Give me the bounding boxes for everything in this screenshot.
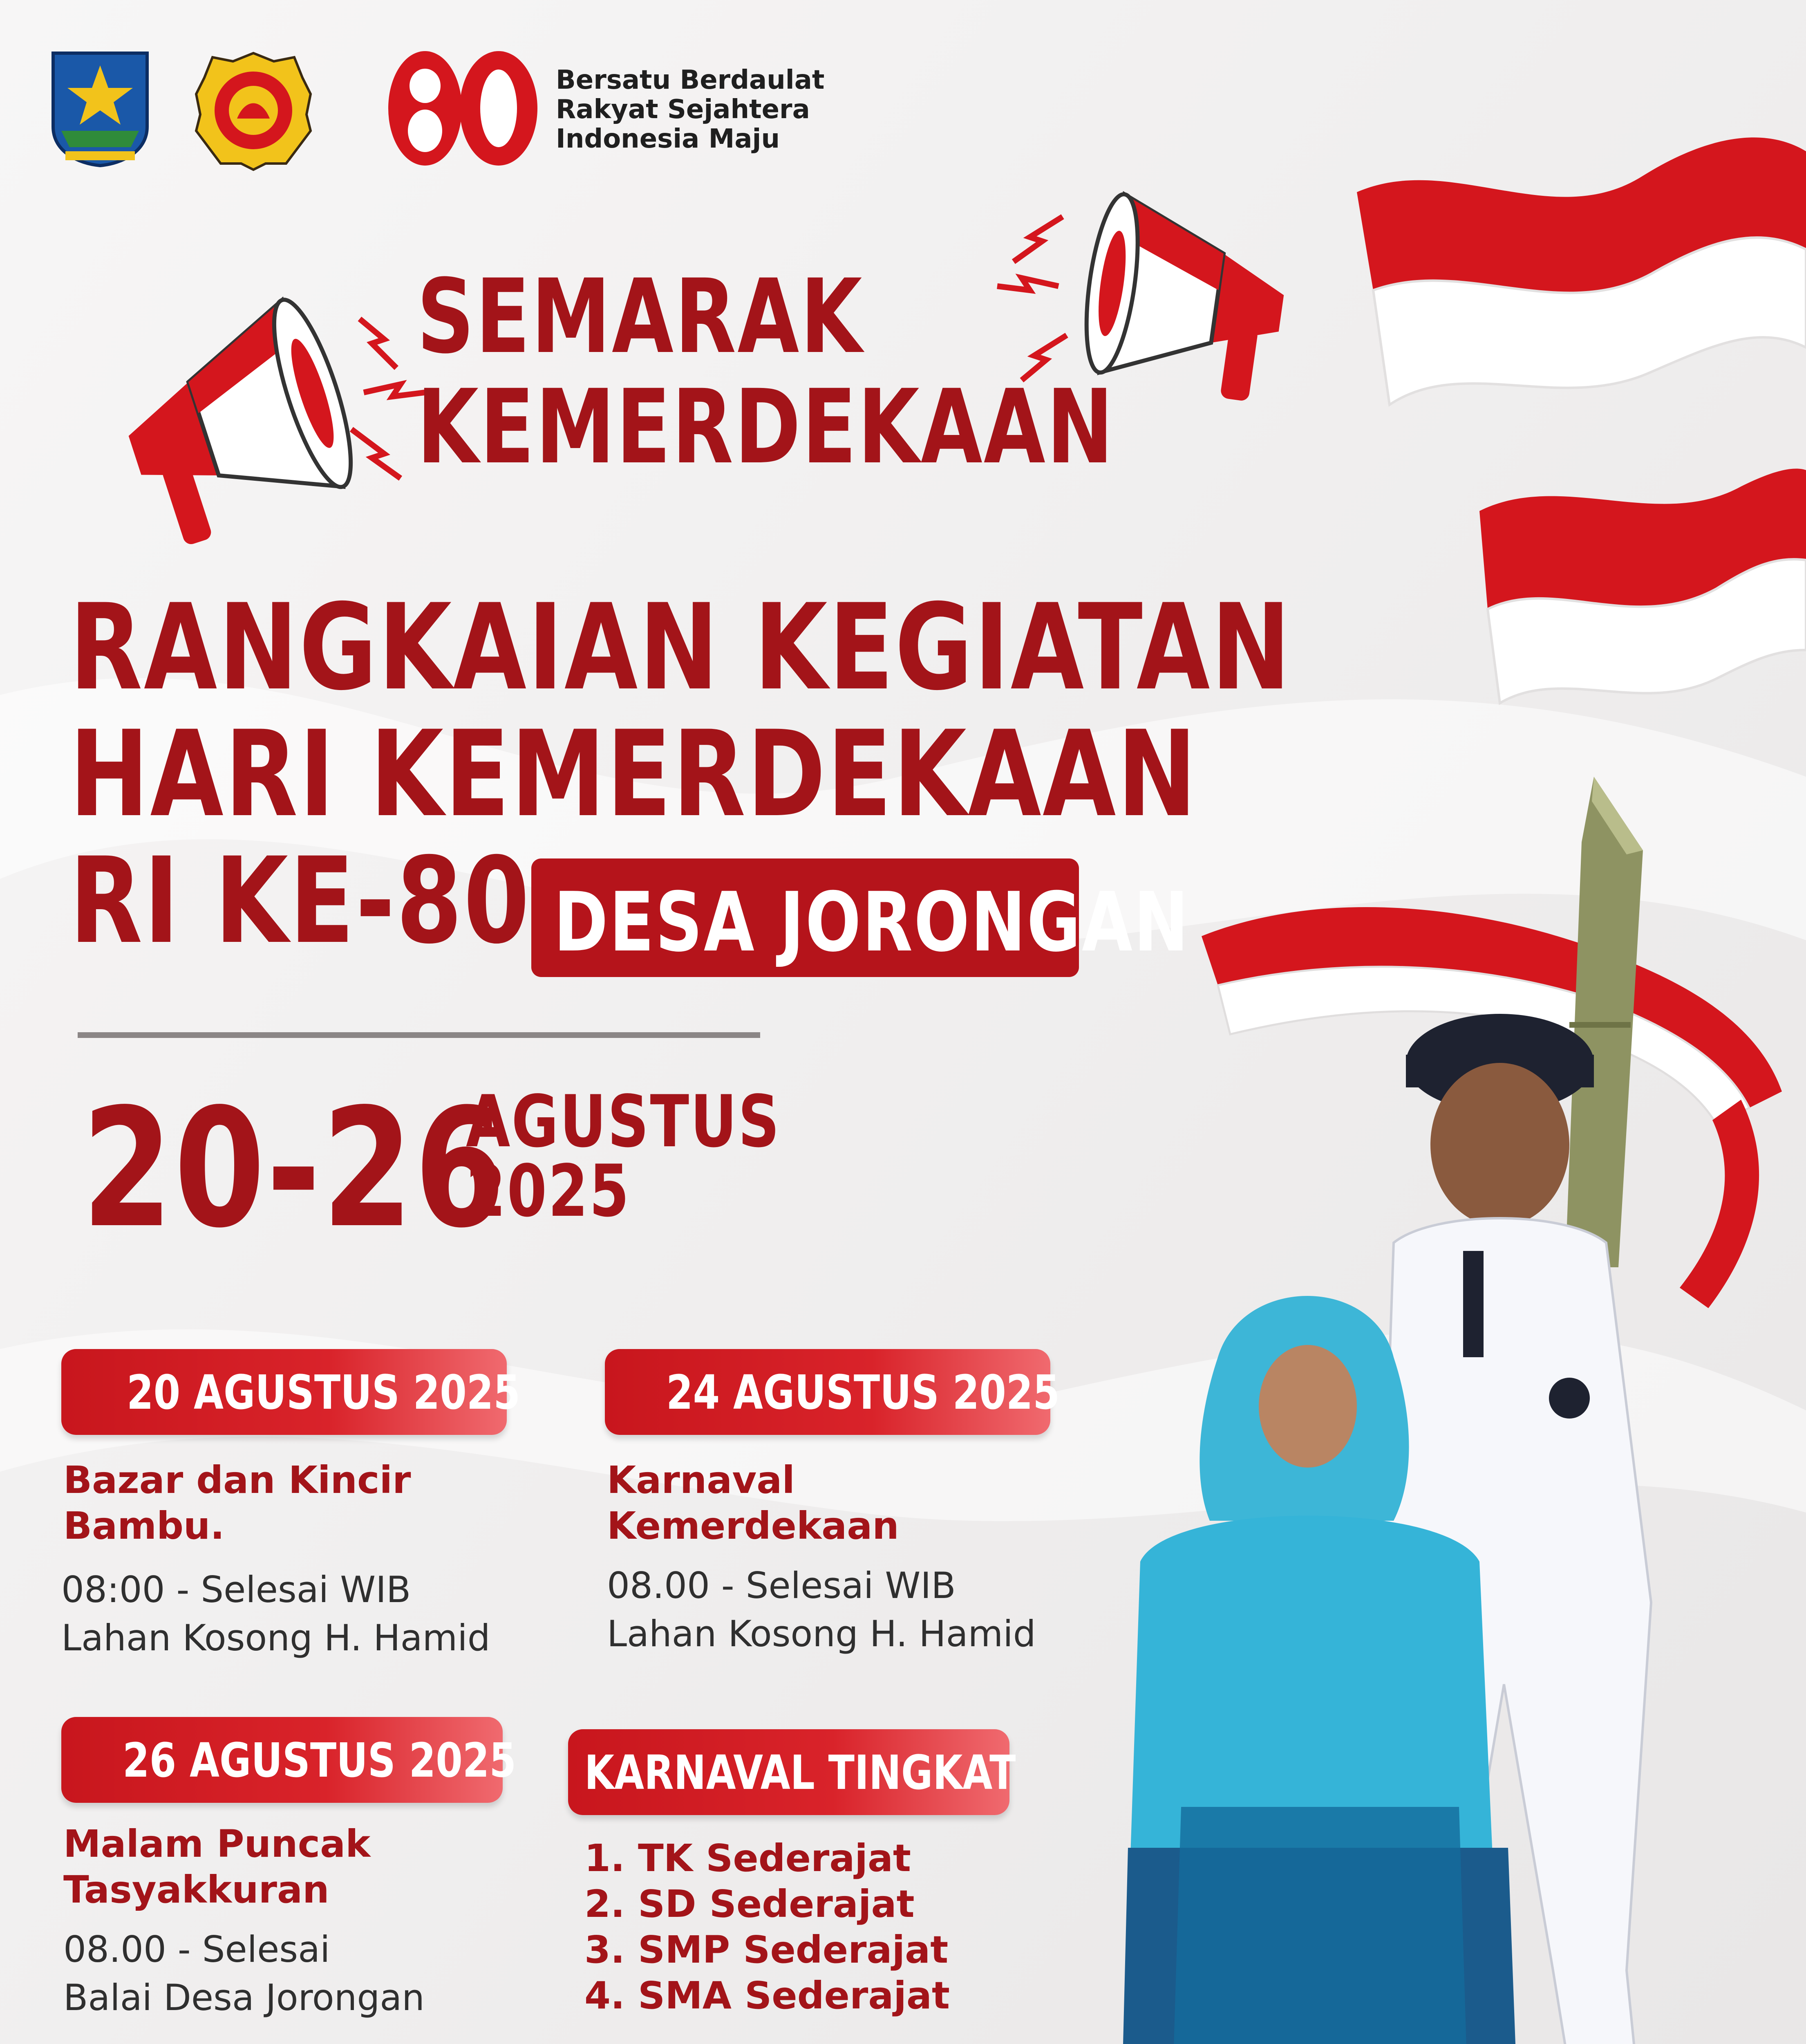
main-title-line: RI KE-80 bbox=[69, 832, 531, 970]
event-title-line: Malam Puncak bbox=[63, 1822, 371, 1866]
date-year: 2025 bbox=[466, 1150, 631, 1233]
event-time: 08.00 - Selesai bbox=[63, 1928, 330, 1970]
karnaval-list bbox=[584, 1836, 950, 2019]
list-item: 3. SMP Sederajat bbox=[584, 1928, 949, 1972]
main-title-line: HARI KEMERDEKAAN bbox=[69, 706, 1198, 843]
event-title-line: Bambu. bbox=[63, 1504, 225, 1548]
headline-line: SEMARAK bbox=[417, 257, 864, 376]
tagline-line: Rakyat Sejahtera bbox=[556, 94, 810, 125]
karang-taruna-logo-icon bbox=[192, 49, 315, 172]
event-title-line: Bazar dan Kincir bbox=[63, 1458, 411, 1502]
tagline-line: Indonesia Maju bbox=[556, 124, 780, 154]
headline bbox=[417, 257, 1115, 486]
regency-crest-icon bbox=[49, 49, 151, 168]
date-range: 20-26 bbox=[82, 1074, 507, 1264]
event-title bbox=[63, 1457, 411, 1549]
village-name: DESA JORONGAN bbox=[554, 875, 1190, 970]
headline-line: KEMERDEKAAN bbox=[417, 368, 1115, 486]
date-month-year bbox=[466, 1080, 781, 1233]
event-date: 26 AGUSTUS 2025 bbox=[123, 1733, 517, 1788]
event-title bbox=[63, 1821, 370, 1913]
event-title-line: Karnaval bbox=[607, 1458, 795, 1502]
event-place: Lahan Kosong H. Hamid bbox=[607, 1613, 1036, 1655]
event-place: Balai Desa Jorongan bbox=[63, 1977, 425, 2019]
list-item: 2. SD Sederajat bbox=[584, 1882, 915, 1926]
main-title-line: RANGKAIAN KEGIATAN bbox=[69, 579, 1292, 717]
event-title-line: Kemerdekaan bbox=[607, 1504, 899, 1548]
event-place: Lahan Kosong H. Hamid bbox=[61, 1617, 490, 1659]
tagline-line: Bersatu Berdaulat bbox=[556, 65, 825, 95]
event-date: 20 AGUSTUS 2025 bbox=[127, 1365, 521, 1420]
list-item: 4. SMA Sederajat bbox=[584, 1974, 950, 2017]
event-date: 24 AGUSTUS 2025 bbox=[666, 1365, 1060, 1420]
date-month: AGUSTUS bbox=[466, 1080, 781, 1163]
flag-ribbon-icon bbox=[1308, 102, 1806, 756]
event-time: 08:00 - Selesai WIB bbox=[61, 1569, 411, 1611]
tagline bbox=[556, 65, 825, 154]
event-details bbox=[63, 1925, 425, 2022]
event-details bbox=[61, 1566, 490, 1662]
event-title bbox=[607, 1457, 899, 1549]
event-time: 08.00 - Selesai WIB bbox=[607, 1564, 956, 1607]
officials-photo bbox=[1046, 989, 1741, 2044]
event-title-line: Tasyakkuran bbox=[63, 1868, 329, 1912]
list-item: 1. TK Sederajat bbox=[584, 1836, 911, 1880]
karnaval-heading: KARNAVAL TINGKAT bbox=[584, 1746, 1016, 1800]
event-details bbox=[607, 1562, 1036, 1658]
badge-80 bbox=[384, 47, 544, 170]
megaphone-icon bbox=[98, 294, 425, 548]
divider bbox=[78, 1032, 760, 1038]
